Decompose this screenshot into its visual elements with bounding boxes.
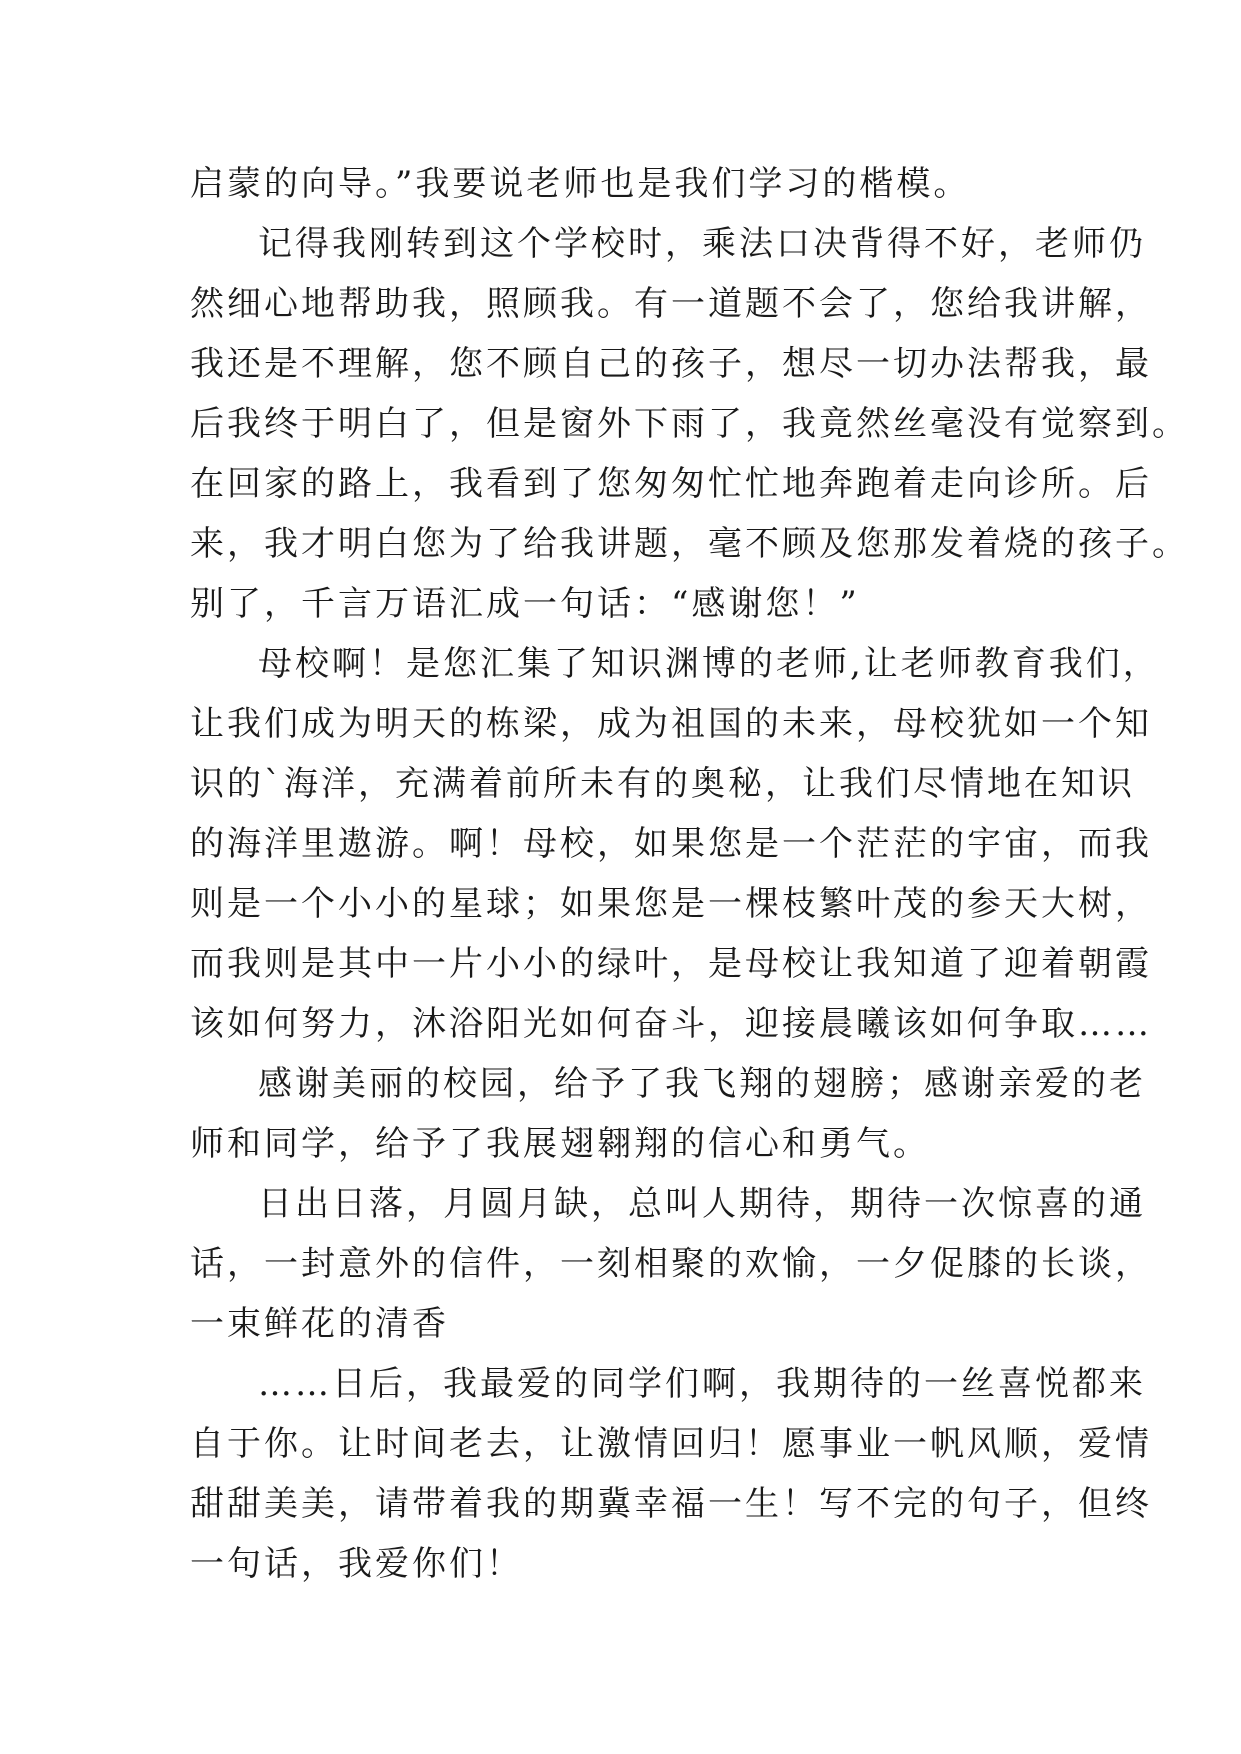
text-line: 则是一个小小的星球；如果您是一棵枝繁叶茂的参天大树， <box>190 884 1152 924</box>
text-line: 母校啊！是您汇集了知识渊博的老师,让老师教育我们， <box>258 644 1160 684</box>
text-line: ……日后，我最爱的同学们啊，我期待的一丝喜悦都来 <box>258 1364 1146 1404</box>
text-line: 一束鲜花的清香 <box>190 1304 449 1344</box>
text-line: 的海洋里遨游。啊！母校，如果您是一个茫茫的宇宙，而我 <box>190 824 1152 864</box>
document-body <box>190 154 1189 1594</box>
text-line: 而我则是其中一片小小的绿叶，是母校让我知道了迎着朝霞 <box>190 944 1152 984</box>
text-line: 甜甜美美，请带着我的期冀幸福一生！写不完的句子，但终 <box>190 1484 1152 1524</box>
text-line: 后我终于明白了，但是窗外下雨了，我竟然丝毫没有觉察到。 <box>190 404 1189 444</box>
text-line: 我还是不理解，您不顾自己的孩子，想尽一切办法帮我，最 <box>190 344 1152 384</box>
text-line: 话，一封意外的信件，一刻相聚的欢愉，一夕促膝的长谈， <box>190 1244 1152 1284</box>
text-line: 记得我刚转到这个学校时，乘法口决背得不好，老师仍 <box>258 224 1146 264</box>
text-line: 在回家的路上，我看到了您匆匆忙忙地奔跑着走向诊所。后 <box>190 464 1152 504</box>
text-line: 感谢美丽的校园，给予了我飞翔的翅膀；感谢亲爱的老 <box>258 1064 1146 1104</box>
text-line: 然细心地帮助我，照顾我。有一道题不会了，您给我讲解， <box>190 284 1152 324</box>
text-line: 让我们成为明天的栋梁，成为祖国的未来，母校犹如一个知 <box>190 704 1152 744</box>
text-line: 日出日落，月圆月缺，总叫人期待，期待一次惊喜的通 <box>258 1184 1146 1224</box>
text-line: 师和同学，给予了我展翅翱翔的信心和勇气。 <box>190 1124 930 1164</box>
text-line: 启蒙的向导。”我要说老师也是我们学习的楷模。 <box>190 164 971 204</box>
text-line: 自于你。让时间老去，让激情回归！愿事业一帆风顺，爱情 <box>190 1424 1152 1464</box>
text-line: 识的`海洋，充满着前所未有的奥秘，让我们尽情地在知识 <box>190 764 1135 804</box>
text-line: 一句话，我爱你们！ <box>190 1544 523 1584</box>
text-line: 别了，千言万语汇成一句话：“感谢您！” <box>190 584 860 624</box>
text-line: 来，我才明白您为了给我讲题，毫不顾及您那发着烧的孩子。 <box>190 524 1189 564</box>
text-line: 该如何努力，沐浴阳光如何奋斗，迎接晨曦该如何争取…… <box>190 1004 1152 1044</box>
